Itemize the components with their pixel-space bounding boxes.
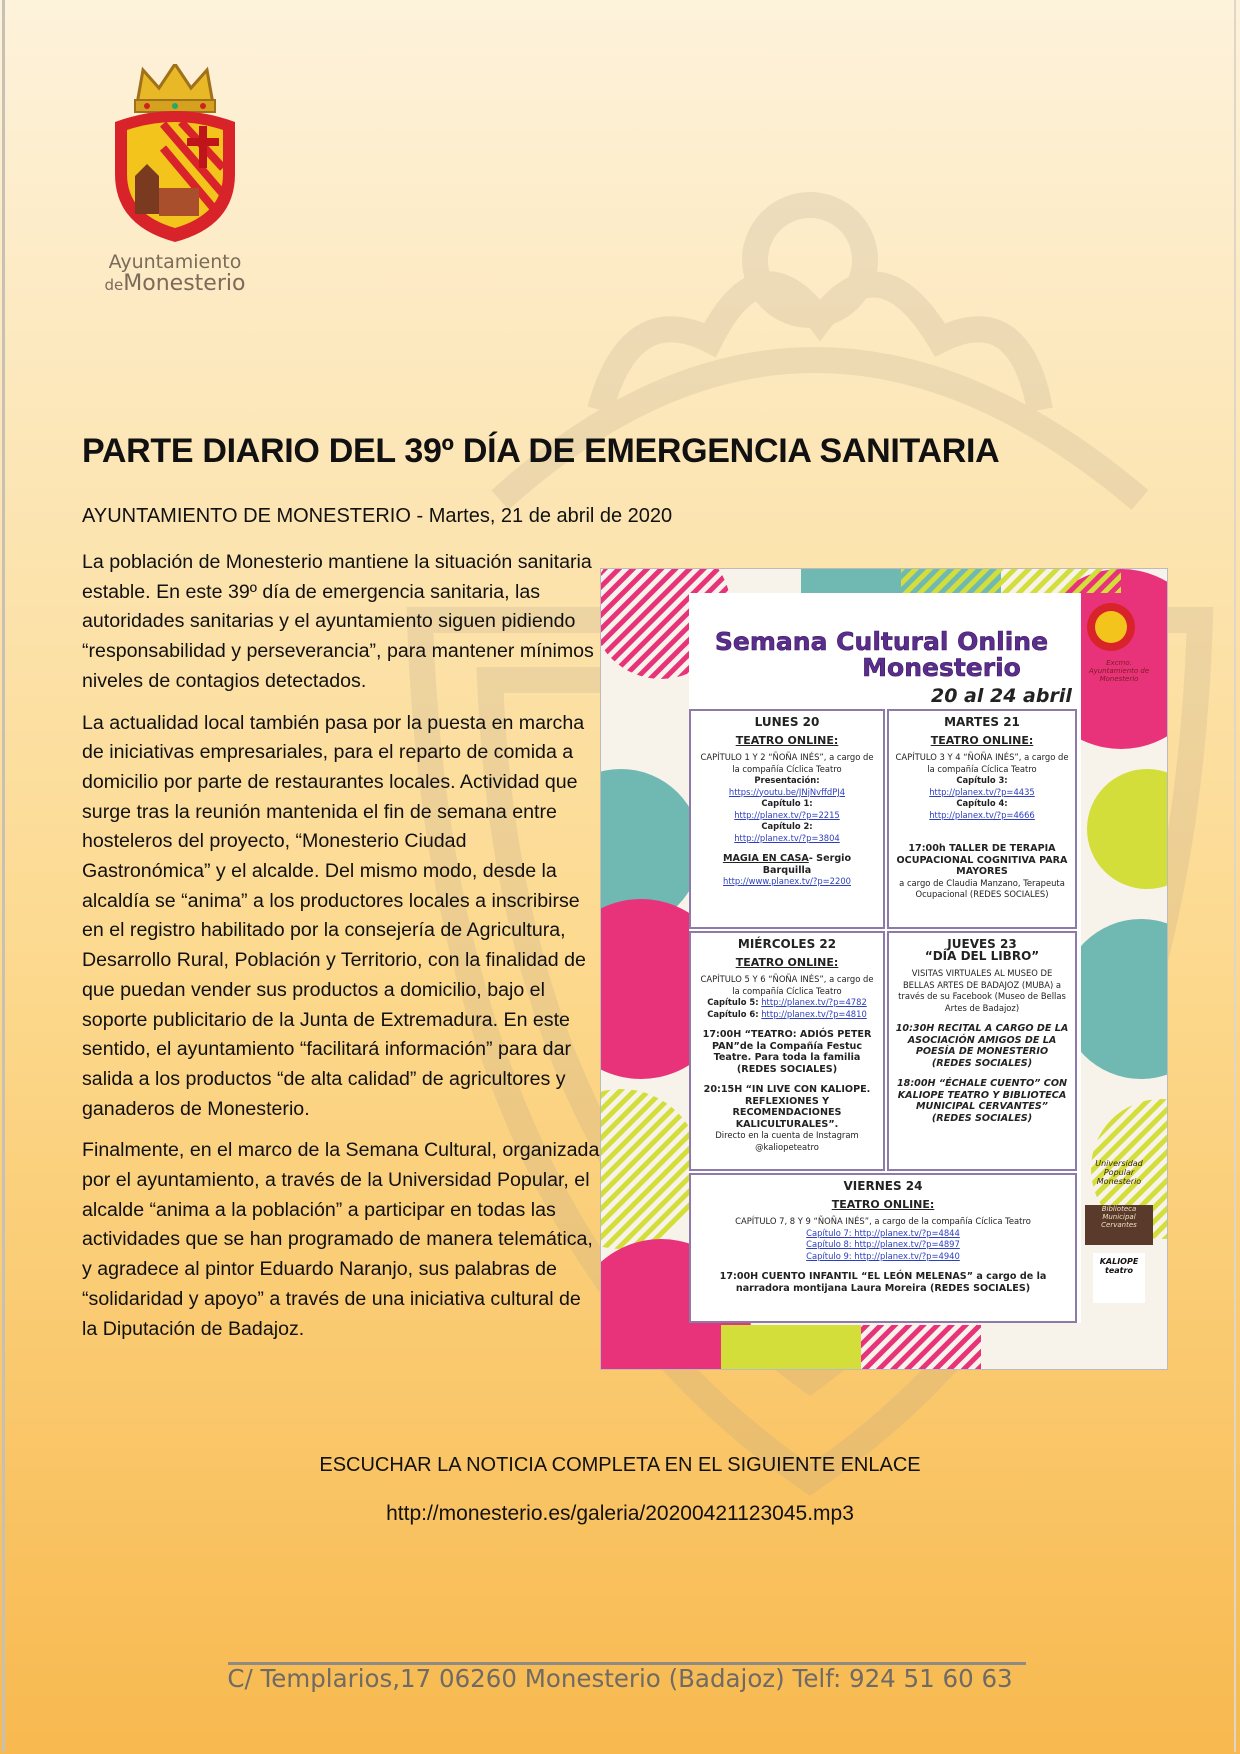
article-paragraph: Finalmente, en el marco de la Semana Cultural, organizada por el ayuntamiento, a través de la Universidad Popular, el alcalde “anima a la población” a participar en todas las actividades que se han programado de manera telemática, y agradece al pintor Eduardo Naranjo, sus palabras de “solidaridad y apoyo” a través de una iniciativa cultural de la Diputación de Badajoz.	[82, 1139, 600, 1340]
link-label: Capítulo 4:	[956, 798, 1008, 808]
link-label: Capítulo 1:	[761, 798, 813, 808]
planex-link[interactable]: http://planex.tv/?p=2215	[734, 809, 840, 820]
planex-link[interactable]: http://www.planex.tv/?p=2200	[723, 876, 851, 886]
day-subheading: TEATRO ONLINE:	[930, 733, 1034, 747]
planex-link[interactable]: Capítulo 7: http://planex.tv/?p=4844	[806, 1227, 960, 1238]
link-label: Capítulo 5:	[707, 997, 759, 1007]
magia-title: MAGIA EN CASA	[722, 853, 809, 864]
visitas-text: VISITAS VIRTUALES AL MUSEO DE BELLAS ARTES DE BADAJOZ (MUBA) a través de su Facebook (Museo de Bellas Artes de Badajoz)	[898, 968, 1066, 1013]
planex-link[interactable]: http://planex.tv/?p=4435	[929, 786, 1035, 797]
poster-crest-caption: Excmo. Ayuntamiento de Monesterio	[1088, 659, 1150, 683]
event-text: 17:00H CUENTO INFANTIL “EL LEÓN MELENAS” a cargo de la narradora montijana Laura Moreira (REDES SOCIALES)	[719, 1271, 1047, 1294]
youtube-link[interactable]: https://youtu.be/JNjNvffdPJ4	[728, 786, 846, 797]
day-subheading: “DÍA DEL LIBRO”	[924, 948, 1040, 963]
day-heading: JUEVES 23	[947, 937, 1017, 951]
chapter-text: CAPÍTULO 1 Y 2 “ÑOÑA INÉS”, a cargo de la compañía Cíclica Teatro	[700, 752, 874, 774]
logo-monesterio: Monesterio	[123, 271, 246, 296]
event-detail: a cargo de Claudia Manzano, Terapeuta Ocupacional (REDES SOCIALES)	[899, 877, 1065, 899]
page-subtitle: AYUNTAMIENTO DE MONESTERIO - Martes, 21 de abril de 2020	[82, 505, 673, 527]
planex-link[interactable]: Capítulo 8: http://planex.tv/?p=4897	[806, 1239, 960, 1249]
listen-prompt: ESCUCHAR LA NOTICIA COMPLETA EN EL SIGUIENTE ENLACE	[319, 1454, 921, 1476]
footer-address: C/ Templarios,17 06260 Monesterio (Badajoz) Telf: 924 51 60 63	[227, 1664, 1013, 1693]
poster-day-lunes	[689, 709, 885, 929]
magia-author: - Sergio Barquilla	[762, 853, 852, 876]
event-poster	[600, 568, 1168, 1370]
planex-link[interactable]: http://planex.tv/?p=3804	[734, 832, 840, 843]
day-heading: MIÉRCOLES 22	[737, 937, 837, 951]
coat-of-arms-icon	[107, 64, 243, 244]
logo-line-monesterio	[100, 273, 250, 296]
link-label: Capítulo 2:	[761, 821, 813, 831]
article-paragraph: La población de Monesterio mantiene la situación sanitaria estable. En este 39º día de emergencia sanitaria, las autoridades sanitarias y el ayuntamiento siguen pidiendo “responsabilidad y perseverancia”, para mantener mínimos niveles de contagios detectados.	[82, 551, 594, 692]
poster-title-line2: Monesterio	[862, 653, 1021, 682]
link-label: Capítulo 6:	[707, 1008, 759, 1019]
day-subheading: TEATRO ONLINE:	[831, 1197, 935, 1211]
event-text: 18:00H “ÉCHALE CUENTO” CON KALIOPE TEATRO Y BIBLIOTECA MUNICIPAL CERVANTES” (REDES SOCIALES)	[897, 1078, 1067, 1124]
day-heading: MARTES 21	[944, 715, 1020, 729]
chapter-text: CAPÍTULO 3 Y 4 “ÑOÑA INÉS”, a cargo de la compañía Cíclica Teatro	[895, 752, 1069, 774]
event-text: 17:00H “TEATRO: ADIÓS PETER PAN”de la Compañía Festuc Teatre. Para toda la familia (REDES SOCIALES)	[702, 1029, 872, 1075]
day-heading: LUNES 20	[754, 715, 820, 729]
logo-line-ayuntamiento: Ayuntamiento	[108, 251, 242, 273]
poster-title	[689, 629, 1074, 681]
universidad-popular-logo: Universidad Popular Monesterio	[1095, 1159, 1143, 1186]
page-title: PARTE DIARIO DEL 39º DÍA DE EMERGENCIA SANITARIA	[82, 432, 1000, 470]
municipal-logo	[100, 64, 250, 304]
poster-day-martes	[887, 709, 1077, 929]
chapter-text: CAPÍTULO 7, 8 Y 9 “ÑOÑA INÉS”, a cargo de la compañía Cíclica Teatro	[735, 1216, 1031, 1226]
chapter-text: CAPÍTULO 5 Y 6 “ÑOÑA INÉS”, a cargo de la compañía Cíclica Teatro	[700, 974, 874, 996]
article-body	[82, 548, 600, 1356]
poster-day-viernes	[689, 1173, 1077, 1323]
poster-day-miercoles	[689, 931, 885, 1171]
link-label: Presentación:	[754, 775, 820, 785]
event-text: 20:15H “IN LIVE CON KALIOPE. REFLEXIONES Y RECOMENDACIONES KALICULTURALES”.	[703, 1084, 871, 1130]
planex-link[interactable]: http://planex.tv/?p=4666	[929, 809, 1035, 820]
audio-link[interactable]: http://monesterio.es/galeria/20200421123045.mp3	[386, 1502, 854, 1525]
day-heading: VIERNES 24	[843, 1179, 923, 1193]
poster-day-jueves	[887, 931, 1077, 1171]
event-text: 10:30H RECITAL A CARGO DE LA ASOCIACIÓN AMIGOS DE LA POESÍA DE MONESTERIO (REDES SOCIALES)	[895, 1023, 1069, 1069]
article-paragraph: La actualidad local también pasa por la puesta en marcha de iniciativas empresariales, para el reparto de comida a domicilio por parte de restaurantes locales. Actividad que surge tras la reunión mantenida el fin de semana entre hosteleros del proyecto, “Monesterio Ciudad Gastronómica” y el alcalde. Del mismo modo, desde la alcaldía se “anima” a los productores locales a inscribirse en el registro habilitado por la consejería de Agricultura, Desarrollo Rural, Población y Territorio, con la finalidad de que puedan vender sus productos a domicilio, bajo el soporte publicitario de la Junta de Extremadura. En este sentido, el ayuntamiento “facilitará información” para dar salida a los productos “de alta calidad” de agricultores y ganaderos de Monesterio.	[82, 711, 586, 1120]
planex-link[interactable]: http://planex.tv/?p=4782	[761, 997, 867, 1007]
biblioteca-logo: Biblioteca Municipal Cervantes	[1085, 1205, 1153, 1245]
poster-title-line1: Semana Cultural Online	[714, 627, 1049, 656]
day-subheading: TEATRO ONLINE:	[735, 955, 839, 969]
planex-link[interactable]: Capítulo 9: http://planex.tv/?p=4940	[806, 1250, 960, 1261]
event-detail: Directo en la cuenta de Instagram @kaliopeteatro	[715, 1130, 859, 1152]
logo-line-de: de	[104, 276, 124, 294]
planex-link[interactable]: http://planex.tv/?p=4810	[761, 1008, 867, 1019]
kaliope-logo: KALIOPE teatro	[1093, 1253, 1145, 1303]
link-label: Capítulo 3:	[956, 775, 1008, 785]
poster-dates: 20 al 24 abril	[931, 685, 1072, 707]
day-subheading: TEATRO ONLINE:	[735, 733, 839, 747]
event-text: 17:00h TALLER DE TERAPIA OCUPACIONAL COGNITIVA PARA MAYORES	[896, 843, 1068, 877]
